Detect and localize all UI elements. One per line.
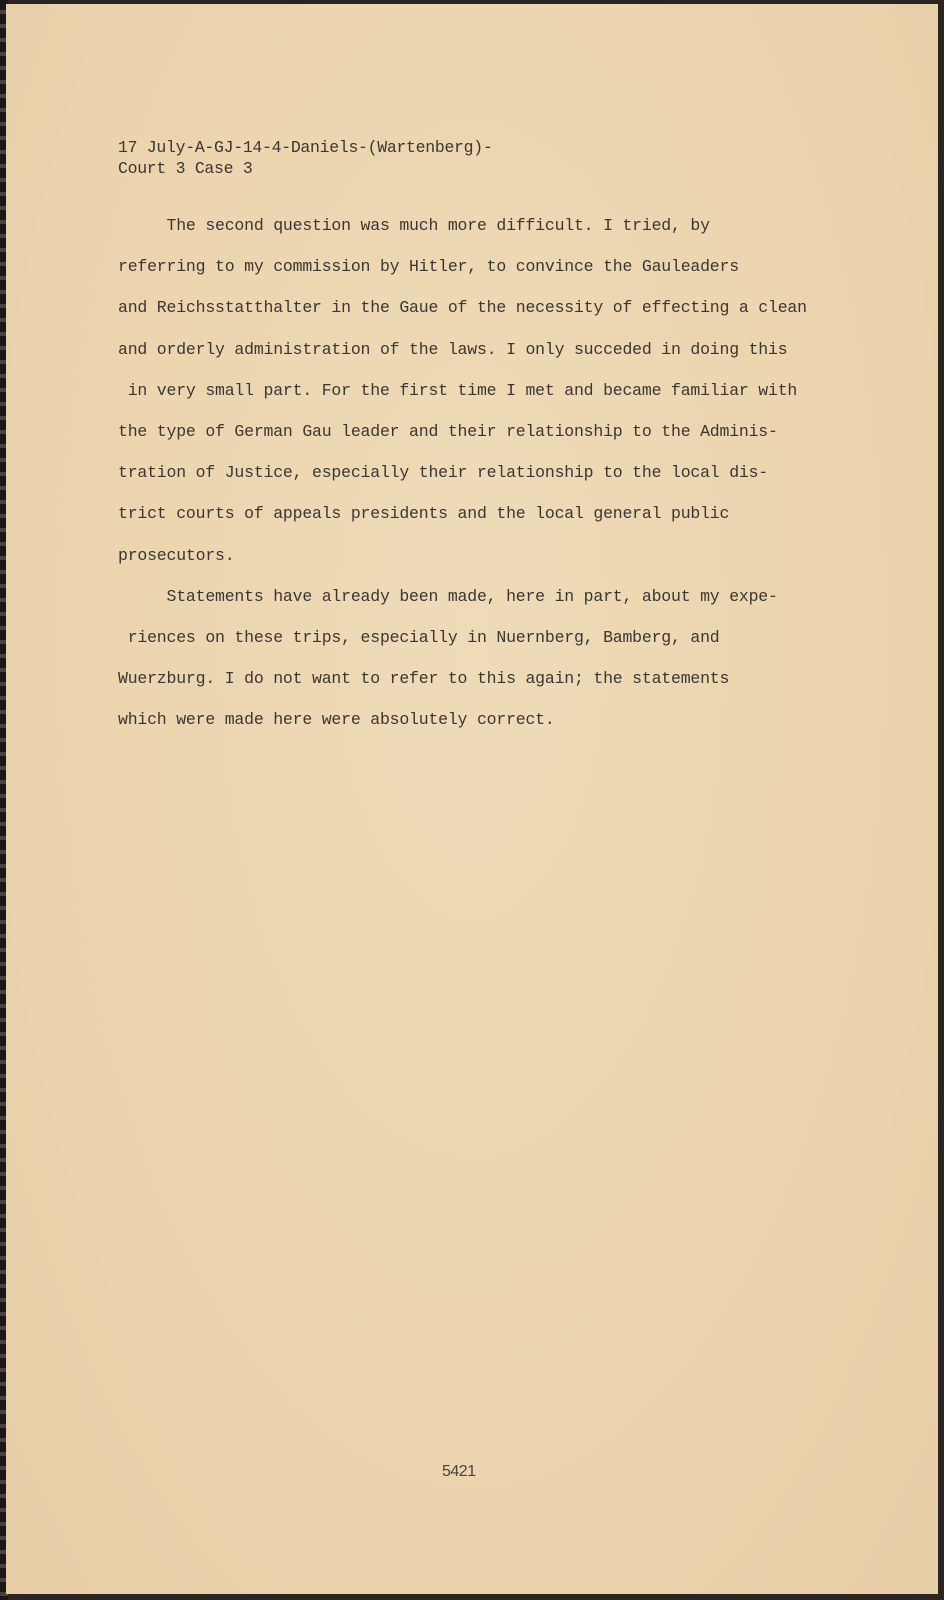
text-line: and Reichsstatthalter in the Gaue of the necessity of effecting a clean bbox=[118, 298, 807, 318]
page-number: 5421 bbox=[442, 1463, 476, 1480]
text-line: The second question was much more difficult. I tried, by bbox=[118, 216, 710, 235]
header-line-1: 17 July-A-GJ-14-4-Daniels-(Wartenberg)- bbox=[118, 138, 493, 157]
text-line: which were made here were absolutely correct. bbox=[118, 710, 555, 730]
document-header bbox=[118, 137, 492, 179]
text-line: prosecutors. bbox=[118, 545, 235, 565]
text-line: Statements have already been made, here in part, about my expe- bbox=[118, 586, 778, 606]
text-line: and orderly administration of the laws. I only succeded in doing this bbox=[118, 339, 788, 359]
text-line: riences on these trips, especially in Nuernberg, Bamberg, and bbox=[118, 627, 720, 647]
text-line: in very small part. For the first time I met and became familiar with bbox=[118, 380, 798, 400]
text-line: the type of German Gau leader and their relationship to the Adminis- bbox=[118, 421, 778, 441]
paragraph-1 bbox=[118, 216, 858, 587]
text-line: tration of Justice, especially their relationship to the local dis- bbox=[118, 463, 769, 483]
text-line: Wuerzburg. I do not want to refer to this again; the statements bbox=[118, 669, 730, 689]
text-line: trict courts of appeals presidents and the local general public bbox=[118, 504, 730, 524]
text-line: referring to my commission by Hitler, to convince the Gauleaders bbox=[118, 257, 739, 277]
document-body bbox=[118, 216, 858, 751]
header-line-2: Court 3 Case 3 bbox=[118, 159, 253, 178]
paragraph-2 bbox=[118, 587, 858, 752]
document-page bbox=[6, 4, 938, 1594]
